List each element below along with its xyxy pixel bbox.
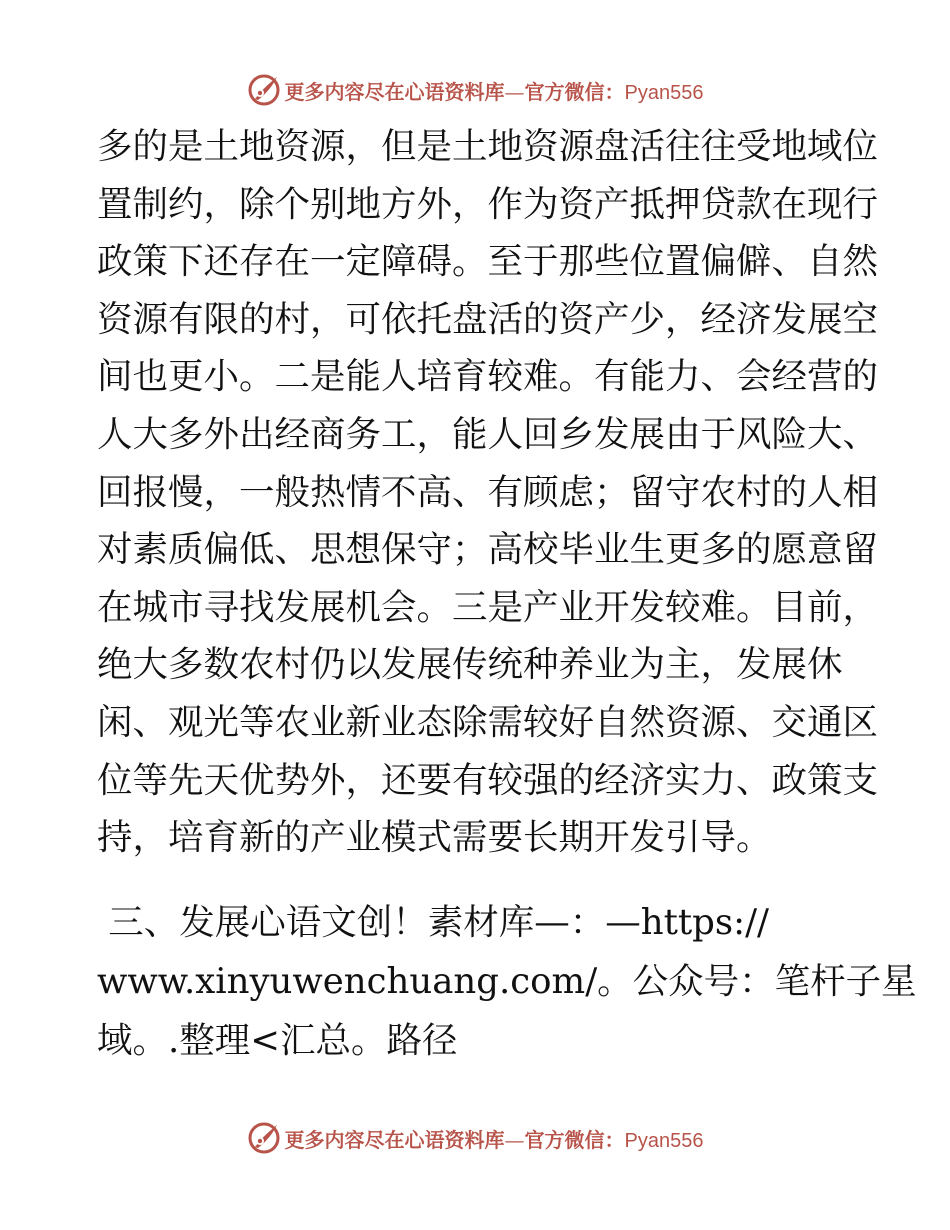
text-line: 域。.整理<汇总。路径 <box>97 1020 458 1061</box>
text-line: 在城市寻找发展机会。三是产业开发较难。目前， <box>97 586 879 628</box>
header-banner-text <box>285 76 704 105</box>
header-banner <box>0 70 950 110</box>
text-line: www.xinyuwenchuang.com/。公众号：笔杆子星 <box>97 961 917 1002</box>
text-line: 多的是土地资源，但是土地资源盘活往往受地域位 <box>97 126 879 167</box>
text-line: 对素质偏低、思想保守；高校毕业生更多的愿意留 <box>97 529 879 571</box>
banner-wechat-id: Pyan556 <box>624 81 704 104</box>
paragraph-2 <box>97 893 917 1070</box>
banner-separator: — <box>504 1127 525 1152</box>
text-line: 置制约，除个别地方外，作为资产抵押贷款在现行 <box>97 183 879 225</box>
header-banner-content <box>247 73 704 107</box>
banner-separator: — <box>504 79 525 104</box>
quill-pen-logo-icon <box>247 73 281 107</box>
text-line: 间也更小。二是能人培育较难。有能力、会经营的 <box>97 356 879 398</box>
text-line: 绝大多数农村仍以发展传统种养业为主，发展休 <box>97 644 843 686</box>
banner-wechat-label: 官方微信： <box>524 79 625 104</box>
text-line: 回报慢，一般热情不高、有顾虑；留守农村的人相 <box>97 471 879 513</box>
text-line: 资源有限的村，可依托盘活的资产少，经济发展空 <box>97 298 879 340</box>
text-line: 位等先天优势外，还要有较强的经济实力、政策支 <box>97 759 879 801</box>
footer-banner-text <box>285 1124 704 1153</box>
text-line: 人大多外出经商务工，能人回乡发展由于风险大、 <box>97 413 879 455</box>
banner-wechat-id: Pyan556 <box>624 1129 704 1152</box>
banner-site-text: 更多内容尽在心语资料库 <box>284 1127 505 1152</box>
paragraph-1 <box>97 118 879 867</box>
banner-wechat-label: 官方微信： <box>524 1127 625 1152</box>
banner-site-text: 更多内容尽在心语资料库 <box>284 79 505 104</box>
text-line: 三、发展心语文创！素材库—：—https:// <box>97 902 770 943</box>
quill-pen-logo-icon <box>247 1121 281 1155</box>
footer-banner <box>0 1118 950 1158</box>
text-line: 闲、观光等农业新业态除需较好自然资源、交通区 <box>97 701 879 743</box>
text-line: 政策下还存在一定障碍。至于那些位置偏僻、自然 <box>97 241 879 283</box>
text-line: 持，培育新的产业模式需要长期开发引导。 <box>97 817 772 859</box>
footer-banner-content <box>247 1121 704 1155</box>
